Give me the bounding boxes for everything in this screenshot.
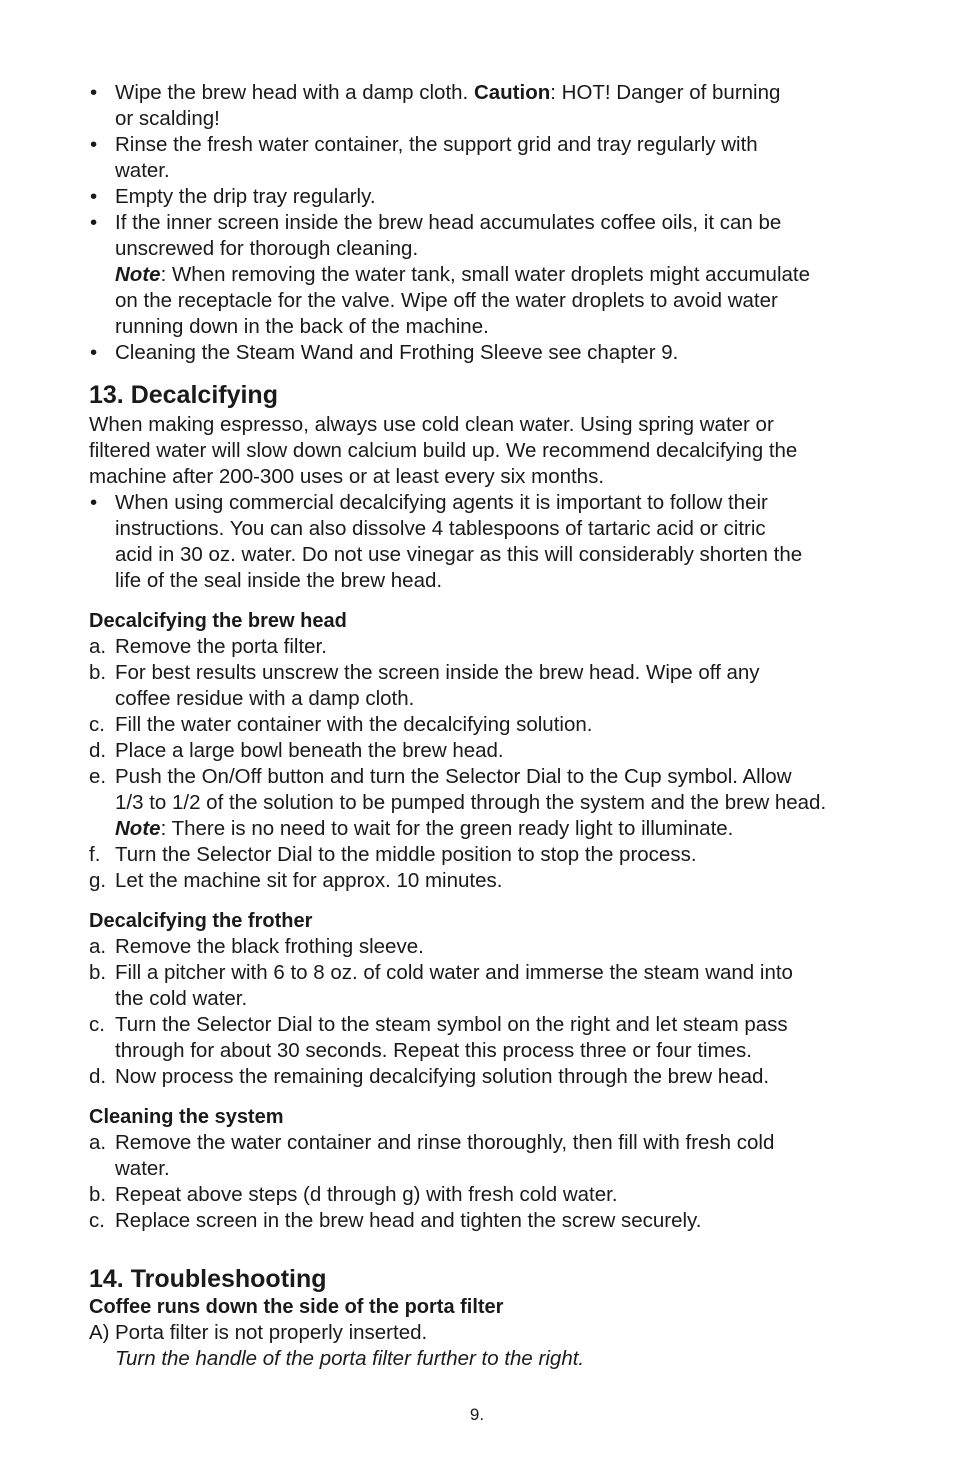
text-line: Turn the Selector Dial to the middle position to stop the process. xyxy=(115,843,697,866)
bullet-marker: • xyxy=(90,491,98,514)
step-item xyxy=(89,1182,879,1208)
text-line: If the inner screen inside the brew head accumulates coffee oils, it can be xyxy=(115,211,782,234)
note-text: : There is no need to wait for the green ready light to illuminate. xyxy=(160,817,734,840)
text-line: life of the seal inside the brew head. xyxy=(115,569,443,592)
bullet-marker: • xyxy=(90,211,98,234)
text-line: Empty the drip tray regularly. xyxy=(115,185,376,208)
note-label: Note xyxy=(115,817,161,840)
step-item xyxy=(89,1208,879,1234)
step-item xyxy=(89,1012,879,1064)
text-line: Wipe the brew head with a damp cloth. Caution: HOT! Danger of burning xyxy=(115,81,781,104)
text-line: Fill a pitcher with 6 to 8 oz. of cold water and immerse the steam wand into xyxy=(115,961,793,984)
text-line: Repeat above steps (d through g) with fresh cold water. xyxy=(115,1183,618,1206)
text-line: Remove the porta filter. xyxy=(115,635,327,658)
text-line: unscrewed for thorough cleaning. xyxy=(115,237,419,260)
step-marker: b. xyxy=(89,661,107,684)
text-line: instructions. You can also dissolve 4 tablespoons of tartaric acid or citric xyxy=(115,517,766,540)
cause-marker: A) xyxy=(89,1321,110,1344)
text-line: filtered water will slow down calcium build up. We recommend decalcifying the xyxy=(89,439,798,462)
step-marker: d. xyxy=(89,739,107,762)
step-item xyxy=(89,868,879,894)
step-item xyxy=(89,712,879,738)
decalcifying-agent-bullet xyxy=(89,490,879,594)
text-line: coffee residue with a damp cloth. xyxy=(115,687,415,710)
step-item xyxy=(89,1130,879,1182)
text-line: or scalding! xyxy=(115,107,220,130)
text-line: Rinse the fresh water container, the support grid and tray regularly with xyxy=(115,133,758,156)
text-line: through for about 30 seconds. Repeat this process three or four times. xyxy=(115,1039,752,1062)
brew-head-steps xyxy=(89,634,879,894)
step-marker: c. xyxy=(89,1013,105,1036)
text-line: machine after 200-300 uses or at least every six months. xyxy=(89,465,605,488)
section-14-title: 14. Troubleshooting xyxy=(89,1265,327,1293)
note-text: : When removing the water tank, small water droplets might accumulate xyxy=(160,263,811,286)
cause-item xyxy=(89,1320,879,1346)
step-marker: b. xyxy=(89,1183,107,1206)
section-13-title: 13. Decalcifying xyxy=(89,381,278,409)
cleaning-system-heading: Cleaning the system xyxy=(89,1106,284,1128)
text-line: When making espresso, always use cold clean water. Using spring water or xyxy=(89,413,774,436)
text-line: Remove the water container and rinse thoroughly, then fill with fresh cold xyxy=(115,1131,775,1154)
text-line: the cold water. xyxy=(115,987,248,1010)
bullet-marker: • xyxy=(90,185,98,208)
step-item xyxy=(89,960,879,1012)
text-line: Remove the black frothing sleeve. xyxy=(115,935,424,958)
bullet-marker: • xyxy=(90,81,98,104)
bullet-item xyxy=(89,210,879,340)
text-line: water. xyxy=(115,159,170,182)
step-marker: b. xyxy=(89,961,107,984)
frother-heading: Decalcifying the frother xyxy=(89,910,313,932)
bullet-item xyxy=(89,132,879,184)
step-marker: a. xyxy=(89,1131,107,1154)
step-marker: a. xyxy=(89,635,107,658)
manual-page xyxy=(89,80,879,1372)
step-item xyxy=(89,934,879,960)
text-line: Cleaning the Steam Wand and Frothing Sleeve see chapter 9. xyxy=(115,341,679,364)
step-item xyxy=(89,634,879,660)
text-line: Fill the water container with the decalcifying solution. xyxy=(115,713,593,736)
step-marker: d. xyxy=(89,1065,107,1088)
note-line xyxy=(115,816,879,842)
note-line: on the receptacle for the valve. Wipe off the water droplets to avoid water xyxy=(115,289,778,312)
bullet-marker: • xyxy=(90,341,98,364)
note-line: running down in the back of the machine. xyxy=(115,315,489,338)
maintenance-bullet-list xyxy=(89,80,879,366)
text-line: Push the On/Off button and turn the Selector Dial to the Cup symbol. Allow xyxy=(115,765,792,788)
step-marker: c. xyxy=(89,1209,105,1232)
frother-steps xyxy=(89,934,879,1090)
text-line: For best results unscrew the screen inside the brew head. Wipe off any xyxy=(115,661,760,684)
cleaning-system-steps xyxy=(89,1130,879,1234)
text-line: 1/3 to 1/2 of the solution to be pumped through the system and the brew head. xyxy=(115,791,827,814)
step-marker: a. xyxy=(89,935,107,958)
text-line: When using commercial decalcifying agents it is important to follow their xyxy=(115,491,768,514)
text-line: Now process the remaining decalcifying solution through the brew head. xyxy=(115,1065,770,1088)
solution-text: Turn the handle of the porta filter further to the right. xyxy=(115,1347,585,1370)
bullet-item xyxy=(89,80,879,132)
note-line xyxy=(115,262,879,288)
step-marker: e. xyxy=(89,765,107,788)
step-item xyxy=(89,764,879,842)
text-line: water. xyxy=(115,1157,170,1180)
step-item xyxy=(89,738,879,764)
step-item xyxy=(89,1064,879,1090)
brew-head-heading: Decalcifying the brew head xyxy=(89,610,347,632)
bullet-marker: • xyxy=(90,133,98,156)
text-line: Turn the Selector Dial to the steam symbol on the right and let steam pass xyxy=(115,1013,788,1036)
problem-heading: Coffee runs down the side of the porta filter xyxy=(89,1296,504,1318)
text-line: Let the machine sit for approx. 10 minutes. xyxy=(115,869,503,892)
section-13-intro xyxy=(89,412,879,490)
note-label: Note xyxy=(115,263,161,286)
text-line: Replace screen in the brew head and tighten the screw securely. xyxy=(115,1209,702,1232)
step-marker: c. xyxy=(89,713,105,736)
bullet-item xyxy=(89,340,879,366)
text-line: Place a large bowl beneath the brew head. xyxy=(115,739,504,762)
step-marker: g. xyxy=(89,869,107,892)
step-item xyxy=(89,842,879,868)
step-marker: f. xyxy=(89,843,101,866)
bullet-item xyxy=(89,184,879,210)
page-number: 9. xyxy=(469,1405,485,1424)
cause-text: Porta filter is not properly inserted. xyxy=(115,1321,428,1344)
step-item xyxy=(89,660,879,712)
text-line: acid in 30 oz. water. Do not use vinegar as this will considerably shorten the xyxy=(115,543,803,566)
